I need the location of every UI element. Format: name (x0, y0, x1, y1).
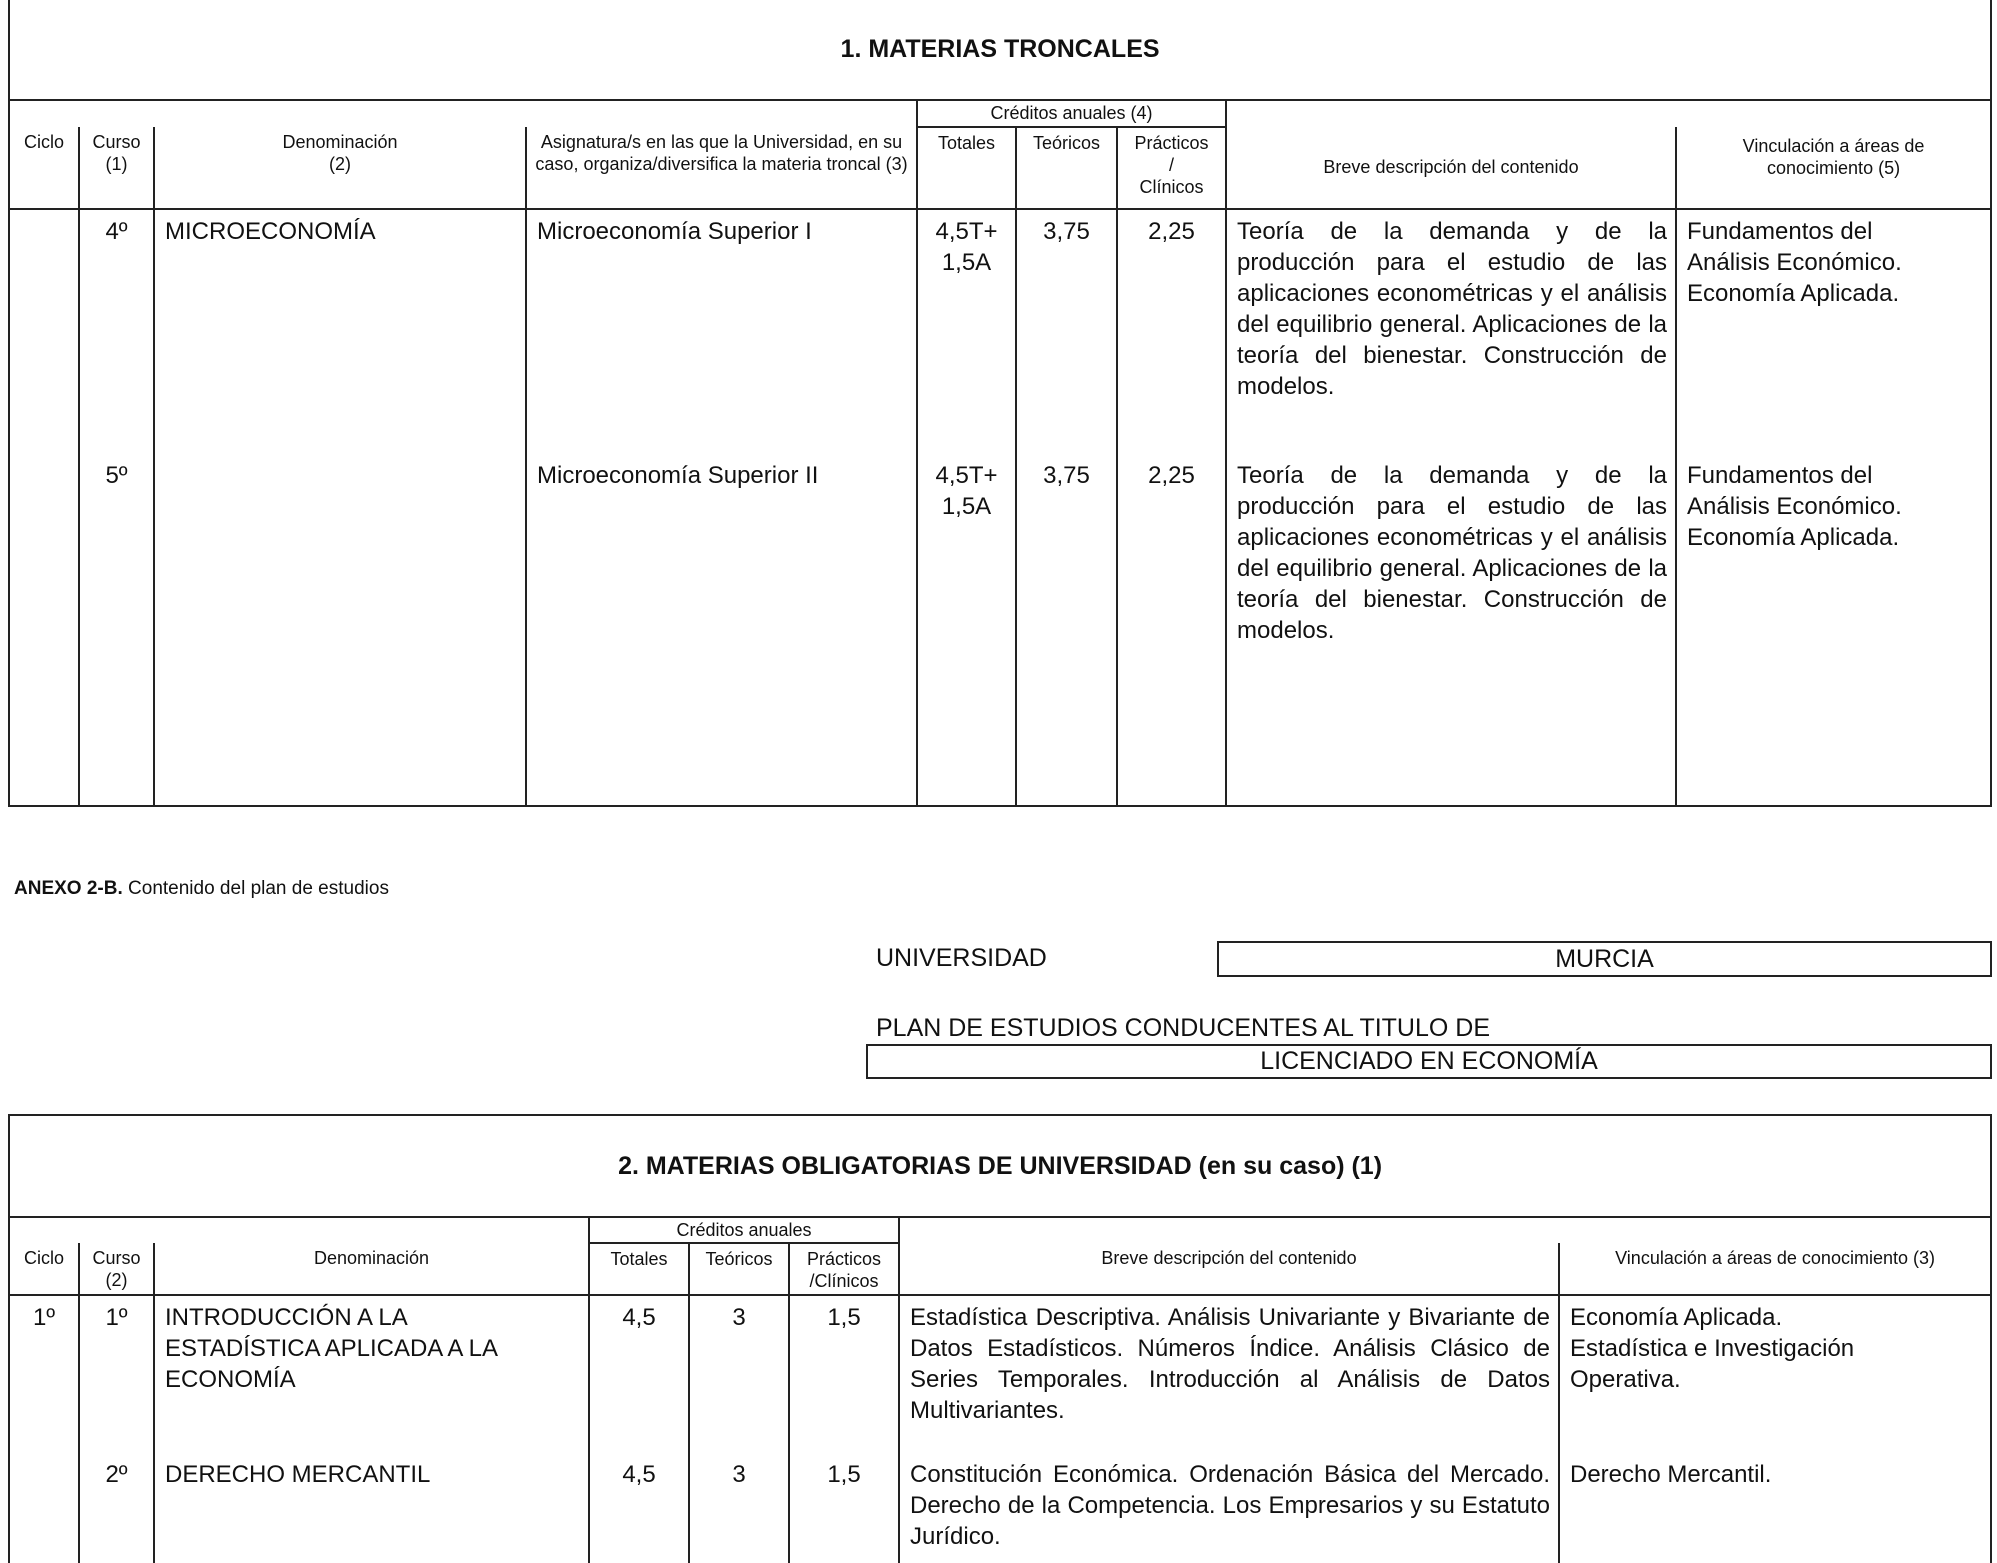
cell-curso: 1º (79, 1295, 154, 1453)
cell-practicos: 1,5 (789, 1295, 899, 1453)
cell-totales: 4,5T+ 1,5A (917, 209, 1016, 454)
annex-label (14, 878, 389, 900)
cell-totales: 4,5 (589, 1295, 689, 1453)
col-header-vinculacion: Vinculación a áreas de conocimiento (5) (1676, 127, 1991, 209)
table-row (9, 1453, 1991, 1563)
annex-label-bold: ANEXO 2-B. (14, 878, 123, 899)
universidad-value: MURCIA (1217, 941, 1992, 977)
col-header-curso: Curso (1) (79, 127, 154, 209)
cell-ciclo (9, 209, 79, 454)
cell-practicos: 2,25 (1117, 454, 1226, 806)
cell-vinculacion: Fundamentos del Análisis Económico. Economía Aplicada. (1676, 454, 1991, 806)
col-header-denominacion: Denominación (2) (154, 127, 526, 209)
table-row (9, 1295, 1991, 1453)
col-header-teoricos: Teóricos (689, 1243, 789, 1295)
universidad-label: UNIVERSIDAD (876, 944, 1047, 972)
col-header-practicos: Prácticos / Clínicos (1117, 127, 1226, 209)
creditos-header: Créditos anuales (4) (917, 100, 1226, 127)
cell-vinculacion: Derecho Mercantil. (1559, 1453, 1991, 1563)
cell-vinculacion: Economía Aplicada. Estadística e Investigación Operativa. (1559, 1295, 1991, 1453)
cell-denominacion: DERECHO MERCANTIL (154, 1453, 589, 1563)
table-row (9, 454, 1991, 806)
cell-descripcion: Teoría de la demanda y de la producción para el estudio de las aplicaciones econométricas y el análisis del equilibrio general. Aplicaciones de la teoría del bienestar. Construcción de modelos. (1226, 209, 1676, 454)
section-title: 1. MATERIAS TRONCALES (9, 0, 1991, 100)
cell-denominacion: MICROECONOMÍA (154, 209, 526, 454)
cell-curso: 4º (79, 209, 154, 454)
troncales-table (8, 0, 1992, 807)
col-header-curso: Curso (2) (79, 1243, 154, 1295)
cell-teoricos: 3,75 (1016, 209, 1117, 454)
col-header-practicos: Prácticos /Clínicos (789, 1243, 899, 1295)
col-header-descripcion: Breve descripción del contenido (1226, 127, 1676, 209)
col-header-teoricos: Teóricos (1016, 127, 1117, 209)
section-title: 2. MATERIAS OBLIGATORIAS DE UNIVERSIDAD (en su caso) (1) (9, 1115, 1991, 1217)
col-header-vinculacion: Vinculación a áreas de conocimiento (3) (1559, 1243, 1991, 1295)
cell-teoricos: 3,75 (1016, 454, 1117, 806)
cell-practicos: 2,25 (1117, 209, 1226, 454)
cell-totales: 4,5T+ 1,5A (917, 454, 1016, 806)
col-header-ciclo: Ciclo (9, 127, 79, 209)
cell-denominacion (154, 454, 526, 806)
cell-totales: 4,5 (589, 1453, 689, 1563)
cell-descripcion: Estadística Descriptiva. Análisis Univariante y Bivariante de Datos Estadísticos. Números Índice. Análisis Clásico de Series Temporales. Introducción al Análisis de Datos Multivariantes. (899, 1295, 1559, 1453)
col-header-denominacion: Denominación (154, 1243, 589, 1295)
cell-curso: 2º (79, 1453, 154, 1563)
cell-descripcion: Teoría de la demanda y de la producción para el estudio de las aplicaciones econométricas y el análisis del equilibrio general. Aplicaciones de la teoría del bienestar. Construcción de modelos. (1226, 454, 1676, 806)
creditos-header: Créditos anuales (589, 1217, 899, 1243)
cell-denominacion: INTRODUCCIÓN A LA ESTADÍSTICA APLICADA A LA ECONOMÍA (154, 1295, 589, 1453)
col-header-totales: Totales (917, 127, 1016, 209)
cell-curso: 5º (79, 454, 154, 806)
cell-ciclo (9, 454, 79, 806)
cell-asignatura: Microeconomía Superior I (526, 209, 917, 454)
col-header-totales: Totales (589, 1243, 689, 1295)
annex-label-text: Contenido del plan de estudios (122, 878, 389, 899)
cell-teoricos: 3 (689, 1295, 789, 1453)
col-header-ciclo: Ciclo (9, 1243, 79, 1295)
table-row (9, 209, 1991, 454)
plan-value: LICENCIADO EN ECONOMÍA (866, 1044, 1992, 1079)
col-header-asignatura: Asignatura/s en las que la Universidad, en su caso, organiza/diversifica la materia troncal (3) (526, 127, 917, 209)
obligatorias-table (8, 1114, 1992, 1563)
plan-label: PLAN DE ESTUDIOS CONDUCENTES AL TITULO DE (876, 1014, 1491, 1042)
cell-practicos: 1,5 (789, 1453, 899, 1563)
cell-asignatura: Microeconomía Superior II (526, 454, 917, 806)
col-header-descripcion: Breve descripción del contenido (899, 1243, 1559, 1295)
cell-ciclo: 1º (9, 1295, 79, 1453)
cell-ciclo (9, 1453, 79, 1563)
cell-vinculacion: Fundamentos del Análisis Económico. Economía Aplicada. (1676, 209, 1991, 454)
cell-descripcion: Constitución Económica. Ordenación Básica del Mercado. Derecho de la Competencia. Los Empresarios y su Estatuto Jurídico. (899, 1453, 1559, 1563)
cell-teoricos: 3 (689, 1453, 789, 1563)
